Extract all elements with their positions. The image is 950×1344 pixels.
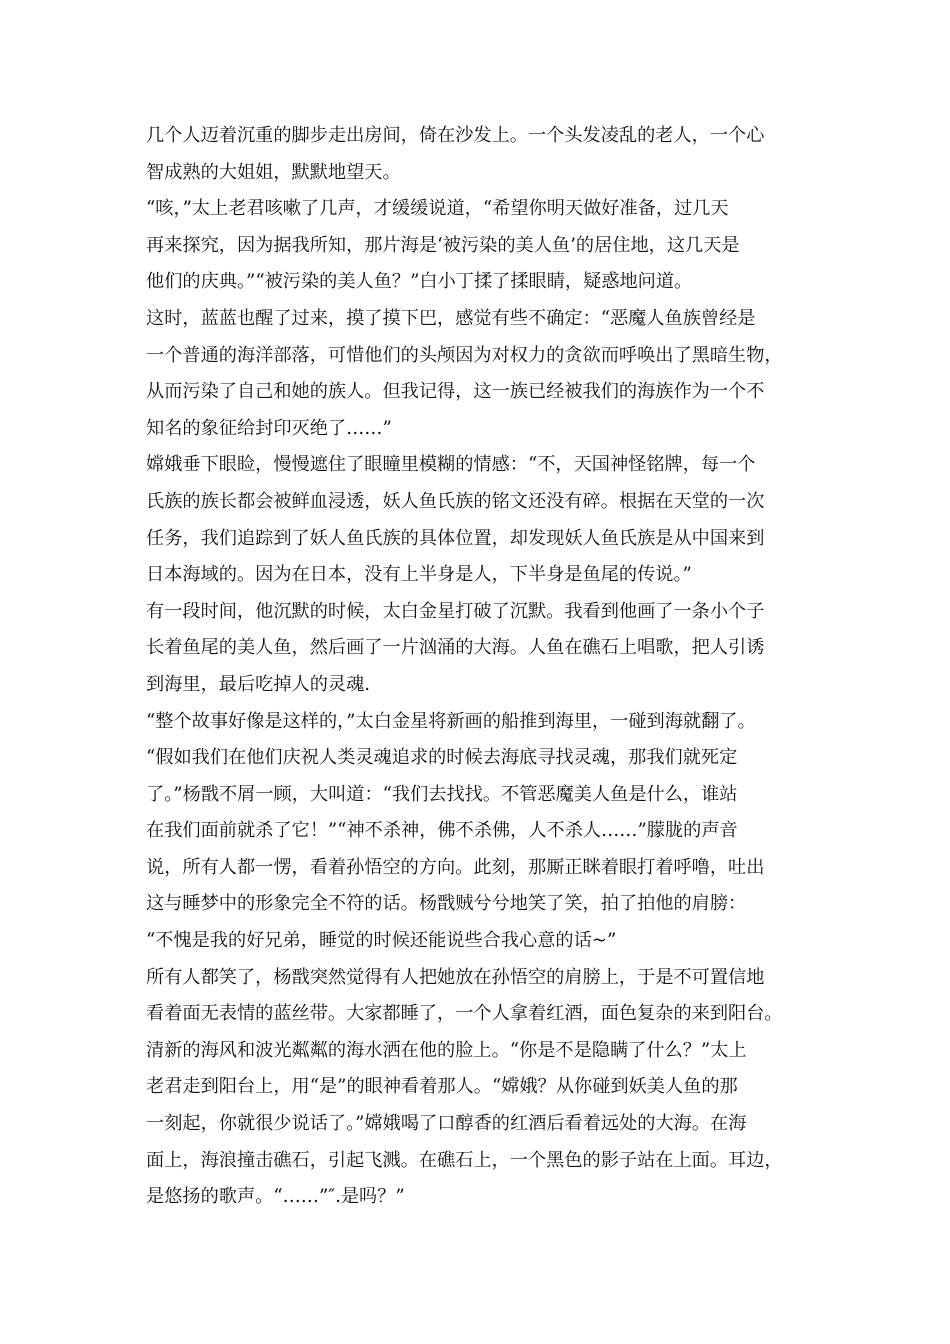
text-line: 了。”杨戬不屑一顾，大叫道：“我们去找找。不管恶魔美人鱼是什么，谁站 [146,783,738,805]
text-line: 日本海域的。因为在日本，没有上半身是人，下半身是鱼尾的传说。” [146,564,692,586]
text-line: 他们的庆典。”“被污染的美人鱼？”白小丁揉了揉眼睛，疑惑地问道。 [146,271,693,293]
text-line: “假如我们在他们庆祝人类灵魂追求的时候去海底寻找灵魂，那我们就死定 [146,747,738,769]
text-line: “咳，”太上老君咳嗽了几声，才缓缓说道，“希望你明天做好准备，过几天 [146,198,729,220]
text-line: 长着鱼尾的美人鱼，然后画了一片汹涌的大海。人鱼在礁石上唱歌，把人引诱 [146,637,765,659]
text-line: 有一段时间，他沉默的时候，太白金星打破了沉默。我看到他画了一条小个子 [146,600,765,622]
text-line: “不愧是我的好兄弟，睡觉的时候还能说些合我心意的话~” [146,930,617,952]
text-line: 老君走到阳台上，用“是”的眼神看着那人。“嫦娥？从你碰到妖美人鱼的那 [146,1076,738,1098]
text-line: 这时，蓝蓝也醒了过来，摸了摸下巴，感觉有些不确定：“恶魔人鱼族曾经是 [146,307,756,329]
text-line: 清新的海风和波光粼粼的海水洒在他的脸上。“你是不是隐瞒了什么？”太上 [146,1039,747,1061]
text-line: 知名的象征给封印灭绝了……” [146,417,392,439]
text-line: 再来探究，因为据我所知，那片海是‘被污染的美人鱼’的居住地，这几天是 [146,234,740,256]
text-line: 一刻起，你就很少说话了。”嫦娥喝了口醇香的红酒后看着远处的大海。在海 [146,1113,747,1135]
text-line: 任务，我们追踪到了妖人鱼氏族的具体位置，却发现妖人鱼氏族是从中国来到 [146,527,765,549]
text-line: 几个人迈着沉重的脚步走出房间，倚在沙发上。一个头发凌乱的老人，一个心 [146,125,765,146]
text-line: “整个故事好像是这样的，”太白金星将新画的船推到海里，一碰到海就翻了。 [146,710,756,732]
text-line: 是悠扬的歌声。“……”″.是吗？” [146,1186,405,1208]
text-line: 一个普通的海洋部落，可惜他们的头颅因为对权力的贪欲而呼唤出了黑暗生物， [146,344,783,366]
body-text [146,118,826,1216]
text-line: 智成熟的大姐姐，默默地望天。 [146,161,401,183]
text-line: 看着面无表情的蓝丝带。大家都睡了，一个人拿着红酒，面色复杂的来到阳台。 [146,1003,783,1025]
text-line: 所有人都笑了，杨戬突然觉得有人把她放在孙悟空的肩膀上，于是不可置信地 [146,966,765,988]
text-line: 在我们面前就杀了它！”“神不杀神，佛不杀佛，人不杀人……”朦胧的声音 [146,820,738,842]
text-line: 这与睡梦中的形象完全不符的话。杨戬贼兮兮地笑了笑，拍了拍他的肩膀： [146,893,747,915]
text-line: 到海里，最后吃掉人的灵魂. [146,673,371,695]
text-line: 说，所有人都一愣，看着孙悟空的方向。此刻，那厮正眯着眼打着呼噜，吐出 [146,856,765,878]
text-line: 嫦娥垂下眼睑，慢慢遮住了眼瞳里模糊的情感：“不，天国神怪铭牌，每一个 [146,454,756,476]
text-line: 氏族的族长都会被鲜血浸透，妖人鱼氏族的铭文还没有碎。根据在天堂的一次 [146,490,765,512]
text-line: 面上，海浪撞击礁石，引起飞溅。在礁石上，一个黑色的影子站在上面。耳边， [146,1149,783,1171]
text-line: 从而污染了自己和她的族人。但我记得，这一族已经被我们的海族作为一个不 [146,381,765,403]
